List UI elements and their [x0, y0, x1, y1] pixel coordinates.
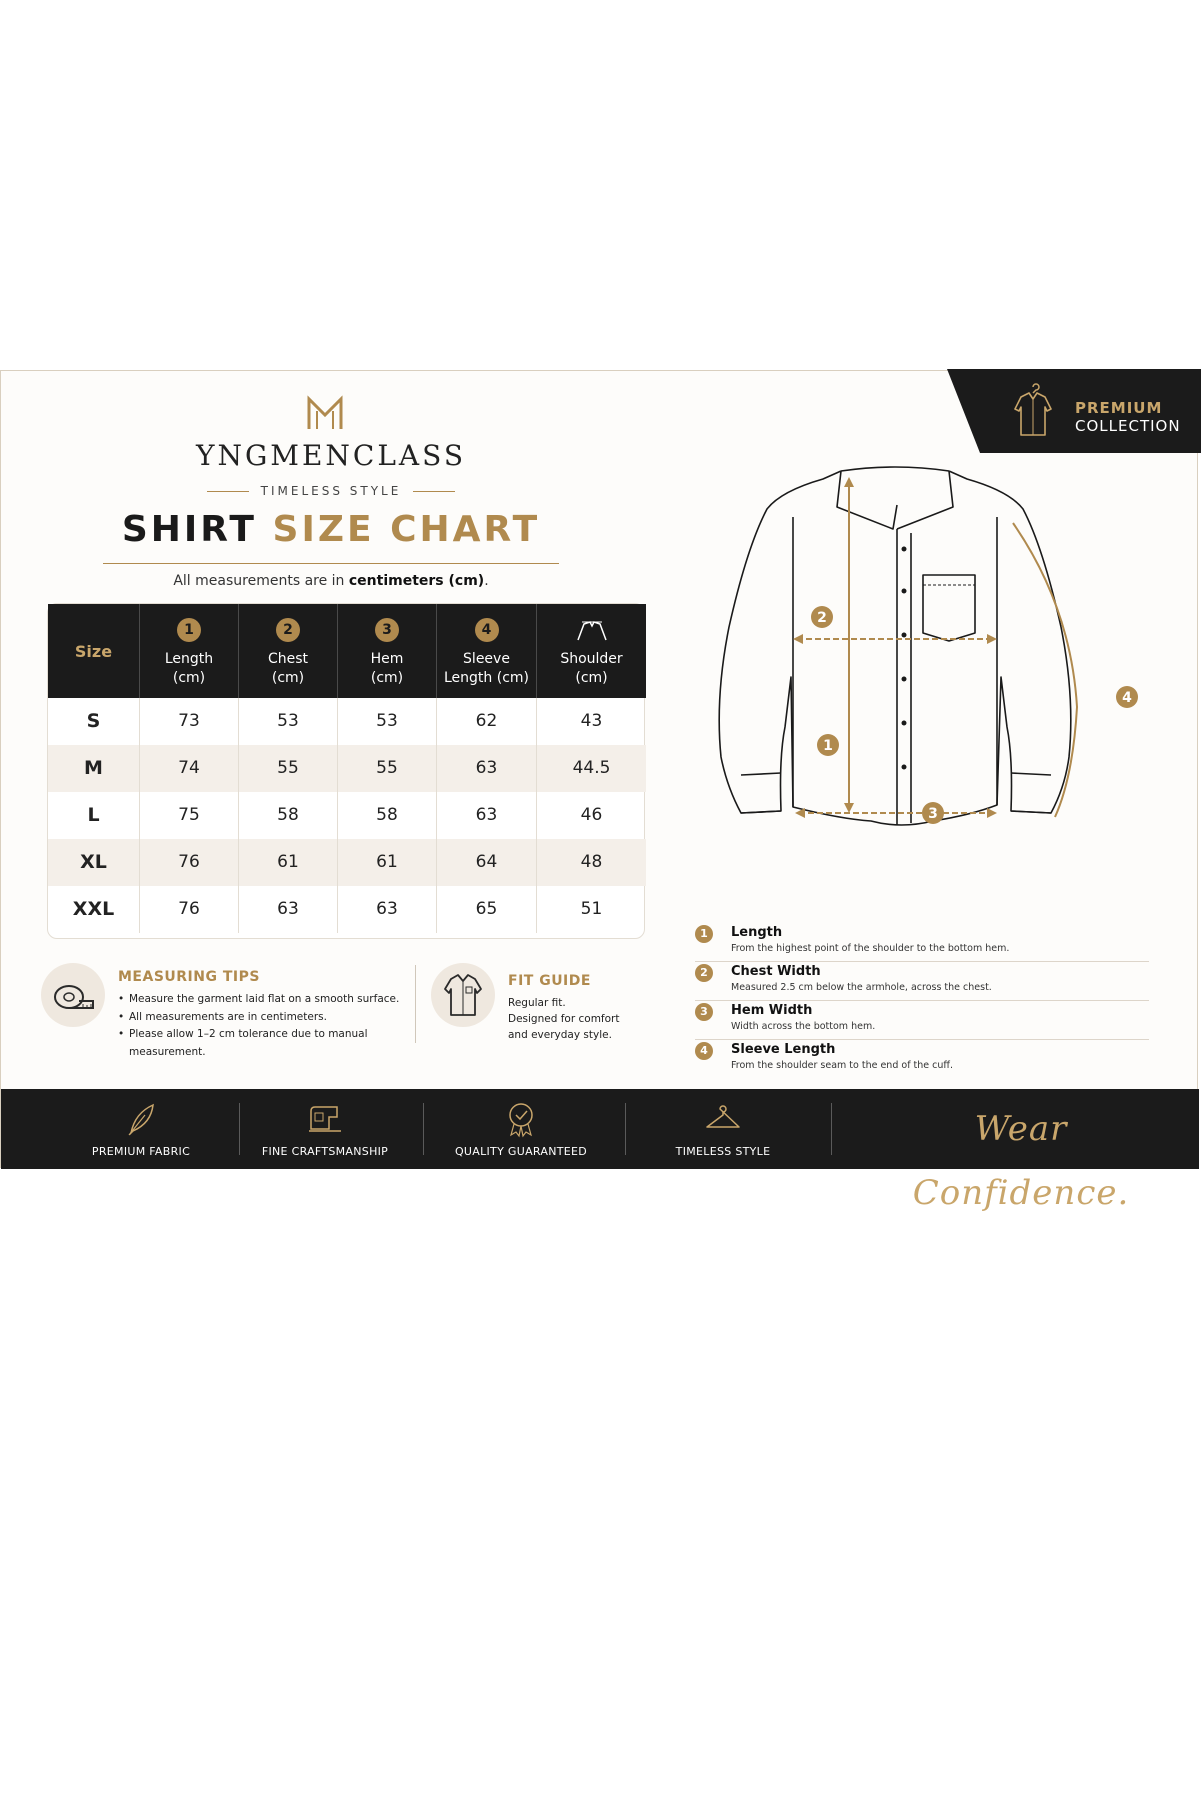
shoulder-header-label: Shoulder (cm)	[560, 651, 623, 686]
sleeve-badge: 4	[475, 618, 499, 642]
measuring-tips-title: MEASURING TIPS	[118, 969, 260, 985]
hem-cell: 53	[337, 698, 436, 745]
feature-premium-fabric	[41, 1089, 241, 1169]
sleeve-cell: 63	[436, 792, 536, 839]
shoulder-cell: 51	[536, 886, 646, 933]
table-header	[48, 604, 646, 698]
shoulder-cell: 46	[536, 792, 646, 839]
marker-2: 2	[817, 610, 827, 626]
list-item: • Please allow 1–2 cm tolerance due to manual measurement.	[118, 1026, 418, 1061]
shirt-icon	[431, 963, 495, 1027]
feature-label: FINE CRAFTSMANSHIP	[261, 1145, 389, 1158]
legend-item-length	[695, 923, 1149, 962]
chest-cell: 53	[238, 698, 337, 745]
chest-cell: 55	[238, 745, 337, 792]
brand-name: YNGMENCLASS	[195, 439, 467, 472]
chest-badge: 2	[276, 618, 300, 642]
table-row	[48, 792, 646, 839]
hem-column-header	[337, 604, 436, 698]
sleeve-cell: 62	[436, 698, 536, 745]
shoulder-column-header	[536, 604, 646, 698]
legend-desc: From the shoulder seam to the end of the cuff.	[731, 1060, 953, 1071]
legend-badge: 1	[695, 925, 713, 943]
units-note-prefix: All measurements are in	[173, 573, 349, 589]
hem-cell: 63	[337, 886, 436, 933]
tagline-rule-right	[413, 491, 455, 492]
sleeve-cell: 63	[436, 745, 536, 792]
tips-divider	[415, 965, 416, 1043]
fit-line-2: Designed for comfort	[508, 1013, 620, 1025]
chest-column-header	[238, 604, 337, 698]
sleeve-cell: 65	[436, 886, 536, 933]
shirt-measurement-diagram	[701, 457, 1171, 857]
size-cell: XL	[80, 851, 107, 873]
hem-cell: 58	[337, 792, 436, 839]
shoulder-cell: 43	[536, 698, 646, 745]
fit-line-3: and everyday style.	[508, 1029, 612, 1041]
fit-line-1: Regular fit.	[508, 997, 566, 1009]
feature-craftsmanship	[225, 1089, 425, 1169]
marker-4: 4	[1122, 690, 1132, 706]
length-cell: 76	[139, 839, 238, 886]
brand-logo-icon	[305, 393, 345, 433]
title-part1: SHIRT	[121, 509, 257, 550]
length-column-header	[139, 604, 238, 698]
size-column-header	[48, 604, 139, 698]
features-footer	[1, 1089, 1199, 1213]
feather-icon	[121, 1099, 161, 1139]
fit-guide-text	[508, 995, 638, 1043]
marker-1: 1	[823, 738, 833, 754]
length-cell: 75	[139, 792, 238, 839]
slogan: Wear Confidence.	[912, 1109, 1130, 1213]
footer-divider	[831, 1103, 832, 1155]
premium-label: PREMIUM	[1075, 399, 1163, 417]
legend-item-hem	[695, 1001, 1149, 1040]
legend-item-sleeve	[695, 1040, 1149, 1078]
size-cell: S	[86, 710, 101, 732]
brand-tagline: TIMELESS STYLE	[260, 484, 402, 498]
shoulder-cell: 48	[536, 839, 646, 886]
sleeve-column-header	[436, 604, 536, 698]
premium-corner-banner	[947, 369, 1201, 453]
length-badge: 1	[177, 618, 201, 642]
size-table	[47, 603, 645, 939]
length-header-label: Length (cm)	[164, 651, 214, 686]
feature-label: PREMIUM FABRIC	[91, 1145, 191, 1158]
sewing-machine-icon	[305, 1099, 345, 1139]
measuring-tape-icon	[41, 963, 105, 1027]
shoulder-icon	[574, 618, 610, 642]
hem-header-label: Hem (cm)	[370, 651, 404, 686]
units-note-suffix: .	[484, 573, 489, 589]
chest-header-label: Chest (cm)	[267, 651, 309, 686]
legend-desc: Width across the bottom hem.	[731, 1021, 876, 1032]
title-part2: SIZE CHART	[272, 509, 541, 550]
hem-cell: 55	[337, 745, 436, 792]
shirt-on-hanger-icon	[1005, 383, 1061, 439]
chest-cell: 63	[238, 886, 337, 933]
table-row	[48, 745, 646, 792]
size-cell: XXL	[72, 898, 115, 920]
length-cell: 73	[139, 698, 238, 745]
size-cell: L	[87, 804, 100, 826]
feature-quality	[421, 1089, 621, 1169]
length-cell: 74	[139, 745, 238, 792]
hem-cell: 61	[337, 839, 436, 886]
legend-badge: 2	[695, 964, 713, 982]
tagline-rule-left	[207, 491, 249, 492]
measuring-tips-list	[118, 991, 418, 1061]
marker-3: 3	[928, 806, 938, 822]
legend-name: Length	[731, 925, 783, 940]
legend-name: Hem Width	[731, 1003, 813, 1018]
collection-label: COLLECTION	[1075, 417, 1181, 435]
hanger-icon	[703, 1099, 743, 1139]
quality-badge-icon	[501, 1099, 541, 1139]
page-title	[101, 509, 561, 550]
legend-name: Sleeve Length	[731, 1042, 836, 1057]
sleeve-cell: 64	[436, 839, 536, 886]
units-note	[101, 573, 561, 589]
feature-label: QUALITY GUARANTEED	[454, 1145, 588, 1158]
chest-cell: 61	[238, 839, 337, 886]
table-row	[48, 886, 646, 933]
fit-guide-title: FIT GUIDE	[508, 973, 591, 989]
table-row	[48, 839, 646, 886]
list-item: • Measure the garment laid flat on a smooth surface.	[118, 991, 418, 1009]
legend-item-chest	[695, 962, 1149, 1001]
legend-desc: From the highest point of the shoulder to the bottom hem.	[731, 943, 1010, 954]
size-cell: M	[84, 757, 103, 779]
length-cell: 76	[139, 886, 238, 933]
legend-desc: Measured 2.5 cm below the armhole, across the chest.	[731, 982, 992, 993]
hem-badge: 3	[375, 618, 399, 642]
sleeve-header-label: Sleeve Length (cm)	[444, 651, 529, 686]
table-row	[48, 698, 646, 745]
list-item: • All measurements are in centimeters.	[118, 1009, 418, 1027]
legend-badge: 4	[695, 1042, 713, 1060]
size-chart-card	[0, 370, 1198, 1213]
feature-timeless-style	[623, 1089, 823, 1169]
feature-label: TIMELESS STYLE	[675, 1145, 771, 1158]
measurement-legend	[695, 923, 1149, 1078]
brand-tagline-row	[161, 481, 501, 501]
legend-badge: 3	[695, 1003, 713, 1021]
title-divider	[103, 563, 559, 564]
chest-cell: 58	[238, 792, 337, 839]
units-note-bold: centimeters (cm)	[348, 573, 485, 589]
legend-name: Chest Width	[731, 964, 821, 979]
size-header-label: Size	[74, 642, 113, 661]
shoulder-cell: 44.5	[536, 745, 646, 792]
